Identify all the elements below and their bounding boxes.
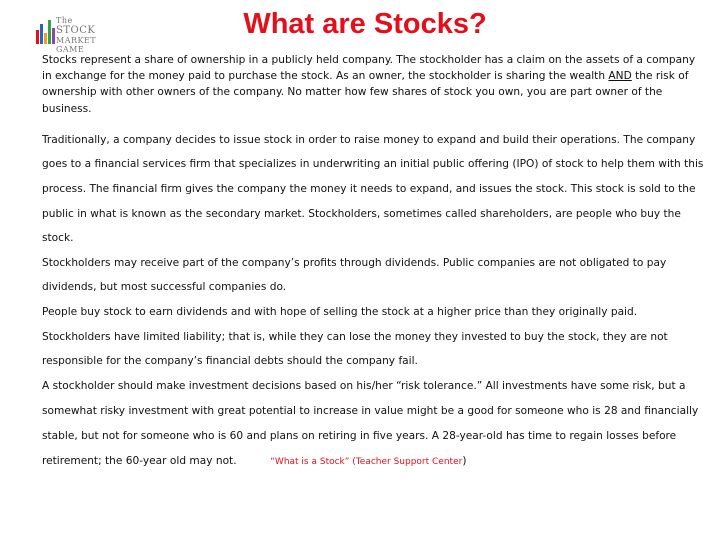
- logo-line: The: [56, 16, 73, 25]
- citation: “What is a Stock” (Teacher Support Center: [270, 456, 463, 467]
- logo-line: MARKET: [56, 36, 97, 45]
- logo-line: GAME: [56, 45, 85, 54]
- citation-end: ): [462, 454, 467, 467]
- body-content: [42, 52, 704, 475]
- underlined-word: AND: [608, 70, 632, 83]
- page-title: What are Stocks?: [243, 8, 487, 40]
- paragraph-risk-tolerance: [42, 374, 704, 475]
- paragraph-text: Stocks represent a share of ownership in a publicly held company. The stockholder has a claim on the assets of a company in exchange for the money paid to purchase the stock. As an owner, the stockholder is sharing the wealth: [42, 54, 696, 83]
- paragraph-text: the risk of ownership with other owners of the company. No matter how few shares of stock you own, you are part owner of the business.: [42, 70, 689, 115]
- logo-line: STOCK: [56, 25, 96, 36]
- paragraph-why-buy: People buy stock to earn dividends and with hope of selling the stock at a higher price than they originally paid.: [42, 305, 638, 318]
- paragraph-liability: Stockholders have limited liability; that is, while they can lose the money they invested to buy the stock, they are not responsible for the company’s financial debts should the company fail.: [42, 330, 668, 368]
- paragraph-issuing-stock: Traditionally, a company decides to issue stock in order to raise money to expand and build their operations. The company goes to a financial services firm that specializes in underwriting an initial public offering (IPO) of stock to help them with this process. The financial firm gives the company the money it needs to expand, and issues the stock. This stock is sold to the public in what is known as the secondary market. Stockholders, sometimes called shareholders, are people who buy the stock.: [42, 133, 704, 245]
- paragraph-ownership: [42, 52, 704, 117]
- paragraph-dividends: Stockholders may receive part of the company’s profits through dividends. Public companies are not obligated to pay dividends, but most successful companies do.: [42, 256, 667, 294]
- paragraph-text: A stockholder should make investment decisions based on his/her “risk tolerance.” All investments have some risk, but a somewhat risky investment with great potential to increase in value might be a good for someone who is 28 and financially stable, but not for someone who is 60 and plans on retiring in five years. A 28-year-old has time to regain losses before retirement; the 60-year old may not.: [42, 379, 699, 467]
